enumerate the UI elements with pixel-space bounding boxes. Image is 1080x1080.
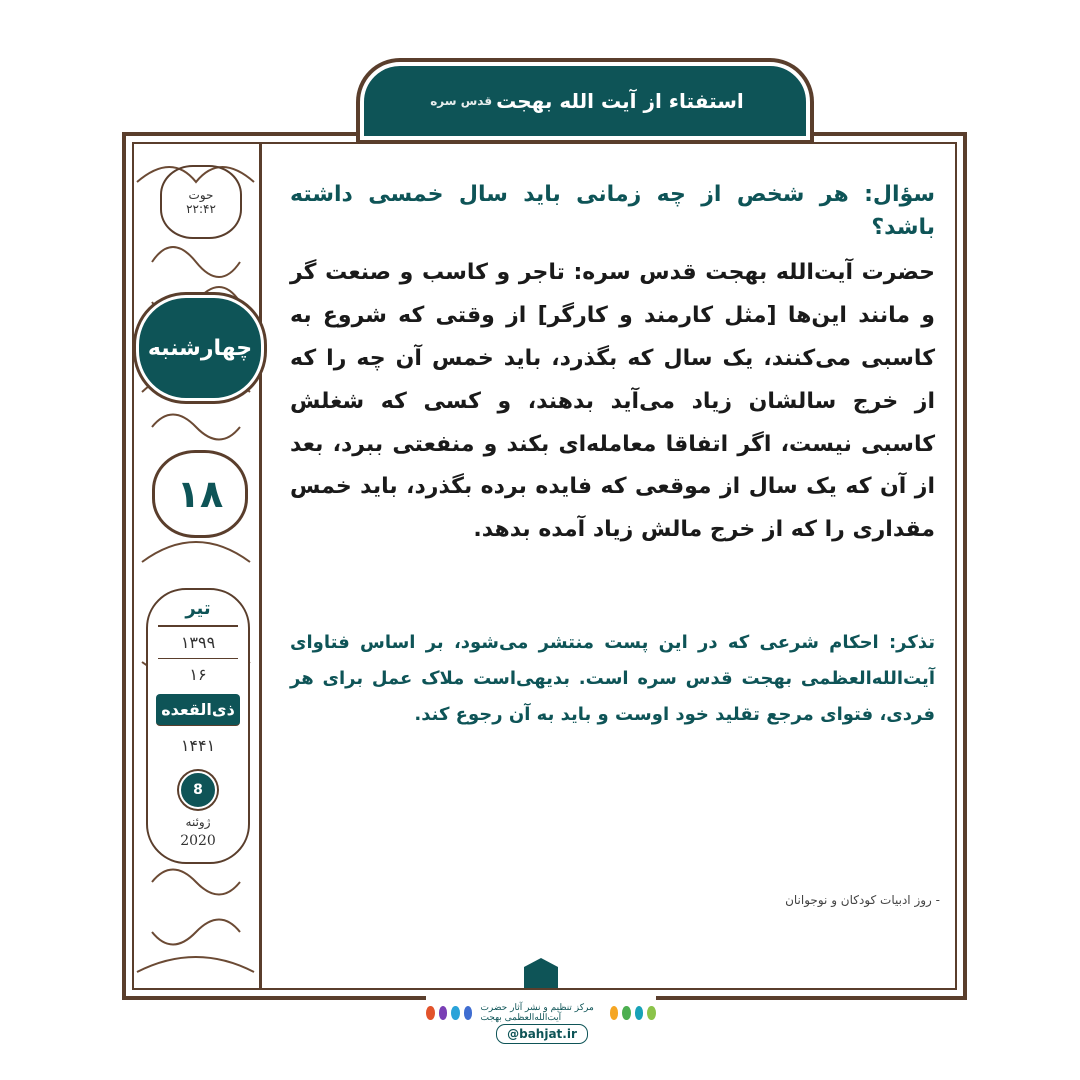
site-handle[interactable]: @bahjat.ir [496, 1024, 588, 1044]
question-text: سؤال: هر شخص از چه زمانی باید سال خمسی داشته باشد؟ [290, 182, 935, 240]
answer-text: حضرت آیت‌الله بهجت قدس سره: تاجر و کاسب و صنعت گر و مانند این‌ها [مثل کارمند و کارگر] از وقتی که شروع به کاسبی می‌کنند، یک سال که بگذرد، باید خمس آن چه را که از خرج سالشان زیاد می‌آید بدهند، و کسی که شغلش کاسبی نیست، اگر اتفاقا معامله‌ای بکند و منفعتی ببرد، بعد از آن که یک سال از موقعی که فایده برده بگذرد، باید خمس مقداری را که از خرج مالش زیاد آمده بدهد. [290, 260, 935, 543]
gregorian-month: ژوئنه [185, 815, 211, 829]
ornament-arch-2 [142, 542, 250, 562]
season-label: حوت [188, 188, 214, 202]
gap-icon[interactable] [647, 1006, 656, 1020]
footer-calligraphy: مرکز تنظیم و نشر آثار حضرت آیت‌الله‌العظمی بهجت [480, 1003, 594, 1023]
header-title: استفتاء از آیت الله بهجت [496, 89, 744, 113]
note-text: تذکر: احکام شرعی که در این پست منتشر می‌شود، بر اساس فتاوای آیت‌الله‌العظمی بهجت قدس سره است. بدیهی‌است ملاک عمل برای هر فردی، فتوای مرجع تقلید خود اوست و باید به آن رجوع کند. [290, 632, 935, 725]
time-cartouche [160, 165, 242, 239]
weekday-badge [136, 295, 264, 401]
ornament-leaf-3 [152, 415, 240, 440]
solar-month: تیر [158, 590, 238, 627]
header-seal: قدس سره [430, 94, 493, 108]
eitaa-icon[interactable] [610, 1006, 619, 1020]
ornament-leaf-5 [152, 870, 240, 895]
soroush-icon[interactable] [622, 1006, 631, 1020]
ornament-arch-bottom [137, 957, 254, 972]
sapp-icon[interactable] [439, 1006, 448, 1020]
day-number-badge [152, 450, 248, 538]
aparat-icon[interactable] [426, 1006, 435, 1020]
main-content [290, 178, 935, 552]
time-label: ۲۲:۴۲ [186, 202, 216, 216]
date-panel [146, 588, 250, 864]
ornament-leaf-6 [152, 920, 240, 945]
hijri-month: ذی‌القعده [156, 694, 240, 726]
day-number: ۱۸ [176, 472, 224, 516]
source-caption: - روز ادبیات کودکان و نوجوانان [785, 893, 940, 907]
telegram-icon[interactable] [451, 1006, 460, 1020]
header-banner [360, 62, 810, 140]
solar-year: ۱۳۹۹ [158, 627, 238, 659]
weekday-label: چهارشنبه [147, 335, 253, 361]
bale-icon[interactable] [635, 1006, 644, 1020]
ornament-leaf-1 [152, 247, 240, 277]
hijri-year: ۱۴۴۱ [180, 736, 216, 755]
igap-icon[interactable] [464, 1006, 473, 1020]
gregorian-day: 8 [179, 771, 217, 809]
hijri-day: ۱۶ [189, 665, 207, 684]
gregorian-year: 2020 [180, 833, 216, 849]
